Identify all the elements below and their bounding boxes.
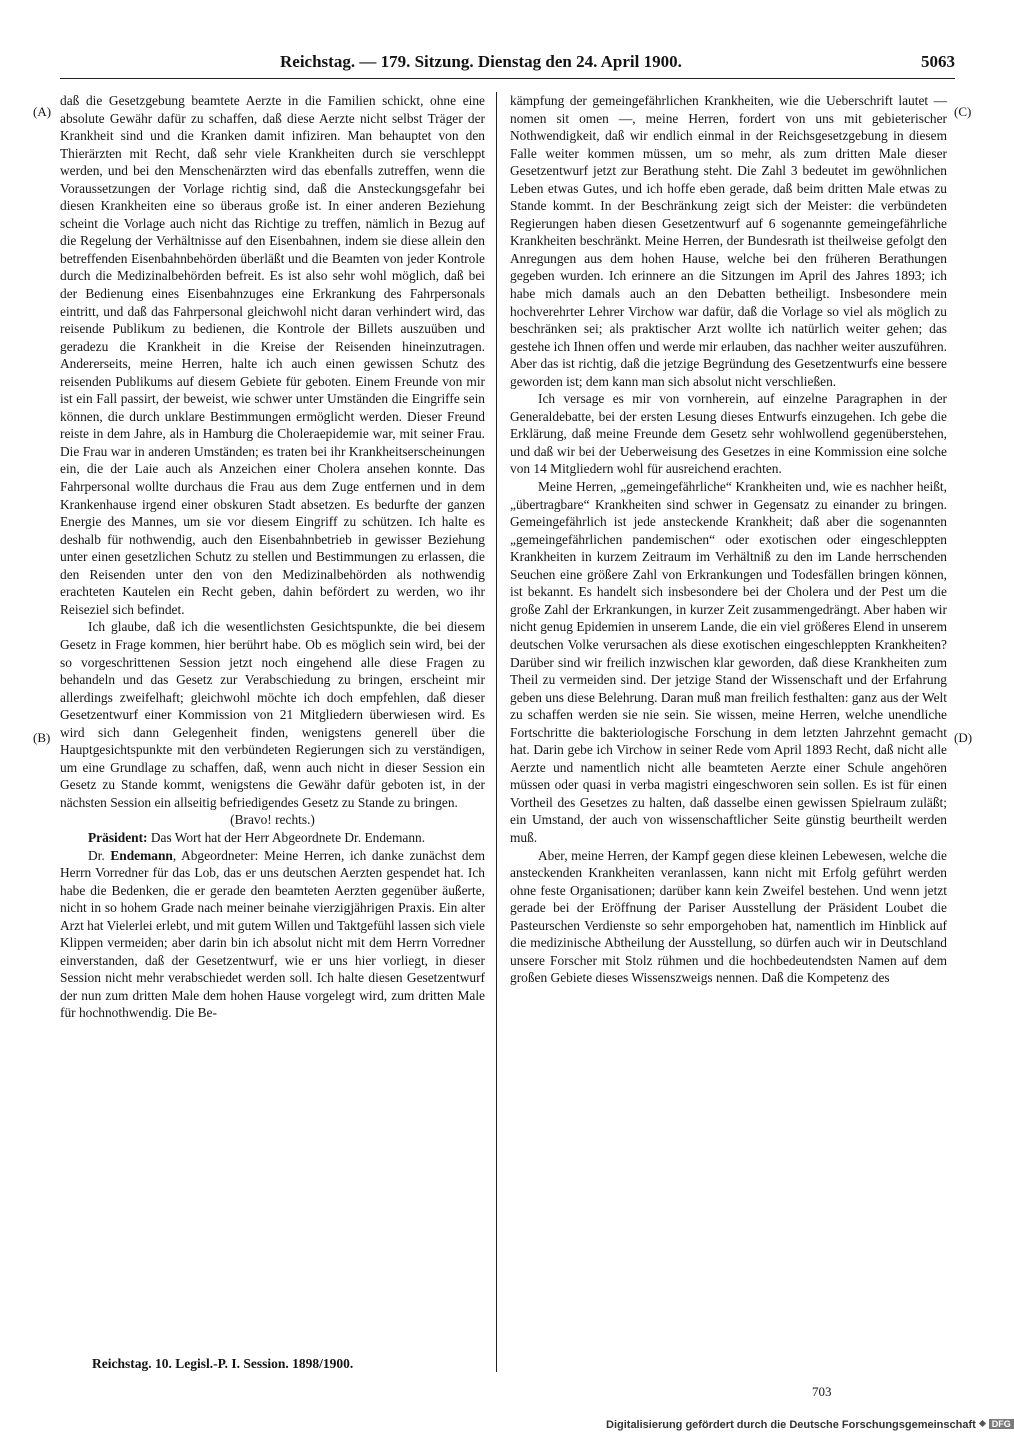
footer-sheet-number: 703 <box>812 1384 832 1399</box>
column-divider <box>496 92 497 1372</box>
left-paragraph-2: Ich glaube, daß ich die wesentlichsten Gesichtspunkte, die bei diesem Gesetz in Frage kommen, hier berührt habe. Ob es möglich sein wird, bei der so vorgeschrittenen Session jetzt noch eingehend alle diese Fragen zu behandeln und das Gesetz zur Verabschiedung zu bringen, erscheint mir allerdings zweifelhaft; gleichwohl möchte ich doch empfehlen, daß dieser Gesetzentwurf einer Kommission von 21 Mitgliedern überwiesen wird. Es wird sich dann Gelegenheit finden, wenigstens generell über die Hauptgesichtspunkte mit den verbündeten Regierungen sich zu verständigen, um eine Grundlage zu schaffen, daß, wenn auch nicht in dieser Session ein Gesetz zu Stande kommt, wenigstens die Gewähr dafür geboten ist, in der nächsten Session ein allseitig befriedigendes Gesetz zu Stande zu bringen. <box>60 619 485 810</box>
endemann-text: , Abgeordneter: Meine Herren, ich danke zunächst dem Herrn Vorredner für das Lob, das er uns deutschen Aerzten gespendet hat. Ich habe die Bedenken, die er gerade den beamteten Aerzten gegenüber äußerte, nicht in so hohem Grade nach meiner beinahe vierzigjährigen Praxis. Ein alter Arzt hat Vielerlei erlebt, und mit gutem Willen und Taktgefühl lassen sich viele Klippen vermeiden; aber darin bin ich absolut nicht mit dem Herrn Vorredner einverstanden, daß der Gesetzentwurf, wie er uns hier vorliegt, in dieser Session nicht mehr verabschiedet werden soll. Ich halte diesen Gesetzentwurf der nun zum dritten Male dem hohen Hause vorgelegt wird, zum dritten Male für hochnothwendig. Die Be- <box>60 847 485 1021</box>
interjection: (Bravo! rechts.) <box>230 812 315 828</box>
president-text: Das Wort hat der Herr Abgeordnete Dr. Endemann. <box>147 829 426 845</box>
margin-marker-c: (C) <box>954 104 972 119</box>
margin-marker-b: (B) <box>33 730 51 745</box>
footer-session-info: Reichstag. 10. Legisl.-P. I. Session. 1898/1900. <box>92 1356 354 1371</box>
margin-marker-a: (A) <box>33 104 52 119</box>
left-paragraph-1: daß die Gesetzgebung beamtete Aerzte in die Familien schickt, ohne eine absolute Gewähr dafür zu schaffen, daß diese Aerzte nicht selbst Träger der Krankheit sind und die Kranken damit infiziren. Man behauptet von den Thierärzten mit Recht, daß sehr viele Krankheiten durch sie verschleppt werden, und bei den Menschenärzten wird das ebenfalls zutreffen, wenn die Voraussetzungen der Vorlage richtig sind, daß die Ansteckungsgefahr bei diesen Krankheiten eine so überaus große ist. In einer anderen Beziehung scheint die Vorlage auch nicht das Richtige zu treffen, nämlich in Bezug auf die Regelung der Verhältnisse auf den Eisenbahnen, indem sie diese allein den betreffenden Eisenbahnbehörden überläßt und die Beamten von jeder Kontrole durch die Medizinalbehörden befreit. Es ist also sehr wohl möglich, daß bei der Bedienung eines Eisenbahnzuges eine Erkrankung des Fahrpersonals eintritt, und daß das Fahrpersonal gleichwohl nicht daran verhindert wird, das reisende Publikum zu bedienen, die Kontrole der Billets auszuüben und geradezu die Krankheit in die Kreise der Reisenden hineinzutragen. Andererseits, meine Herren, halte ich auch einen gewissen Schutz des reisenden Publikums auf diesem Gebiete für geboten. Einem Freunde von mir ist ein Fall passirt, der beweist, wie schwer unter Umständen die Eingriffe sein können, die durch unklare Bestimmungen ermöglicht werden. Dieser Freund reiste in dem Jahre, als in Hamburg die Choleraepidemie war, mit seiner Frau. Die Frau war in anderen Umständen; es traten bei ihr Krankheitserscheinungen ein, die der Laie auch als Anzeichen einer Cholera ansehen konnte. Das Fahrpersonal wollte durchaus die Frau aus dem Zuge entfernen und in dem Krankenhause irgend einer obskuren Stadt absetzen. Es bedurfte der ganzen Energie des Mannes, um sie vor diesem Eingriff zu schützen. Ich halte es deshalb für nothwendig, auch den Eisenbahnbetrieb in gewisser Beziehung unter einen gesetzlichen Schutz zu stellen und Bestimmungen zu erlassen, die den Reisenden unter den von den Medizinalbehörden als nothwendig erachteten Kautelen ein Recht geben, dahin befördert zu werden, wo ihr Reiseziel sich befindet. <box>60 93 485 617</box>
dfg-credit-text: Digitalisierung gefördert durch die Deutsche Forschungsgemeinschaft <box>606 1419 976 1431</box>
right-paragraph-3: Meine Herren, „gemeingefährliche“ Krankheiten und, wie es nachher heißt, „übertragbare“ Krankheiten sind schwer in Gegensatz zu einander zu bringen. Gemeingefährlich ist jede ansteckende Krankheit; daß aber die sogenannten „gemeingefährlichen pandemischen“ oder exotischen oder eingeschleppten Krankheiten in kurzem Zeitraum im Verhältniß zu den im Lande herrschenden Seuchen eine größere Zahl von Erkrankungen und Todesfällen bringen können, ist bekannt. Es handelt sich insbesondere bei der Cholera und der Pest um die große Zahl der Erkrankungen, in kurzer Zeit zusammengedrängt. Aber haben wir nicht genug Epidemien in unserem Lande, die ein viel größeres Elend in unserem deutschen Volke verursachen als diese exotischen eingeschleppten Krankheiten? Darüber sind wir freilich inzwischen klar geworden, daß diese Krankheiten zum Theil zu vermeiden sind. Der jetzige Stand der Wissenschaft und der Erfahrung geben uns diese Belehrung. Daran muß man freilich festhalten: ganz aus der Welt zu schaffen werden sie nie sein. Sie wissen, meine Herren, welche unendliche Fortschritte die bakteriologische Forschung in dem letzten Jahrzehnt gemacht hat. Darin gebe ich Virchow in seiner Rede vom April 1893 Recht, daß nicht alle Aerzte und namentlich nicht alle beamteten Aerzte einer Schule angehören müssen oder quasi in verba magistri eingeschworen sein sollen. Es ist für einen Vortheil des Gesetzes zu halten, daß dasselbe einen gewissen Spielraum zuläßt; ein Umstand, der auch von wissenschaftlicher Seite günstig beurtheilt werden muß. <box>510 479 947 845</box>
speaker-endemann: Endemann <box>110 847 173 863</box>
dfg-diamond-icon <box>979 1420 986 1427</box>
right-paragraph-1: kämpfung der gemeingefährlichen Krankheiten, wie die Ueberschrift lautet — nomen sit omen —, meine Herren, fordert von uns mit gebieterischer Nothwendigkeit, daß wir endlich einmal in der Reichsgesetzgebung in diesem Falle weiter kommen müssen, um so mehr, als zum dritten Male dieser Gesetzentwurf jetzt zur Berathung steht. Die Zahl 3 bedeutet im gewöhnlichen Leben etwas Gutes, und ich hoffe eben gerade, daß beim dritten Male etwas zu Stande kommt. In der Beschränkung zeigt sich der Meister: die verbündeten Regierungen haben diesen Gesetzentwurf auf 6 sogenannte gemeingefährliche Krankheiten beschränkt. Meine Herren, der Bundesrath ist theilweise gefolgt den Anregungen aus dem hohen Hause, welche bei den früheren Berathungen gegeben wurden. Ich erinnere an die Sitzungen im April des Jahres 1893; ich habe mich damals auch an den Debatten betheiligt. Insbesondere mein hochverehrter Lehrer Virchow war dafür, daß die Vorlage so viel als möglich zu beschränken sei; als praktischer Arzt wollte ich natürlich weiter gehen; das gestehe ich Ihnen offen und werde mir erlauben, das nachher weiter auszuführen. Aber das ist richtig, daß die jetzige Begründung des Gesetzentwurfs eine bessere geworden ist; dem kann man sich absolut nicht verschließen. <box>510 93 947 389</box>
dfg-logo: DFG <box>989 1419 1014 1429</box>
right-column <box>510 92 947 1357</box>
speaker-president: Präsident: <box>88 829 148 845</box>
right-paragraph-2: Ich versage es mir von vornherein, auf einzelne Paragraphen in der Generaldebatte, bei der ersten Lesung dieses Entwurfs einzugehen. Ich gebe die Erklärung, daß meine Freunde dem Gesetz sehr wohlwollend gegenüberstehen, und daß wir bei der Ueberweisung des Gesetzes in eine Kommission eine solche von 14 Mitgliedern wohl für ausreichend erachten. <box>510 391 947 477</box>
speaker-title: Dr. <box>88 847 111 863</box>
dfg-credit <box>606 1419 1014 1433</box>
header-rule <box>60 78 955 79</box>
right-paragraph-4: Aber, meine Herren, der Kampf gegen diese kleinen Lebewesen, welche die ansteckenden Krankheiten veranlassen, kann nicht mit Erfolg geführt werden ohne feste Organisationen; darüber kann kein Zweifel bestehen. Und wenn jetzt gerade bei der Eröffnung der Pariser Ausstellung der Präsident Loubet die Pasteurschen Verdienste so sehr emporgehoben hat, namentlich im Hinblick auf die medizinische Abtheilung der Ausstellung, so dürfen auch wir in Deutschland unsere Forscher mit Stolz rühmen und die hochbedeutendsten Namen auf dem großen Gebiete dieses Wissenszweigs nennen. Daß die Kompetenz des <box>510 847 947 986</box>
page-header <box>60 52 955 76</box>
endemann-speech <box>60 847 485 1022</box>
margin-marker-d: (D) <box>954 730 973 745</box>
president-statement <box>60 829 485 847</box>
left-column <box>60 92 485 1357</box>
header-page-number: 5063 <box>921 52 955 71</box>
header-title: Reichstag. — 179. Sitzung. Dienstag den 24. April 1900. <box>280 52 682 71</box>
